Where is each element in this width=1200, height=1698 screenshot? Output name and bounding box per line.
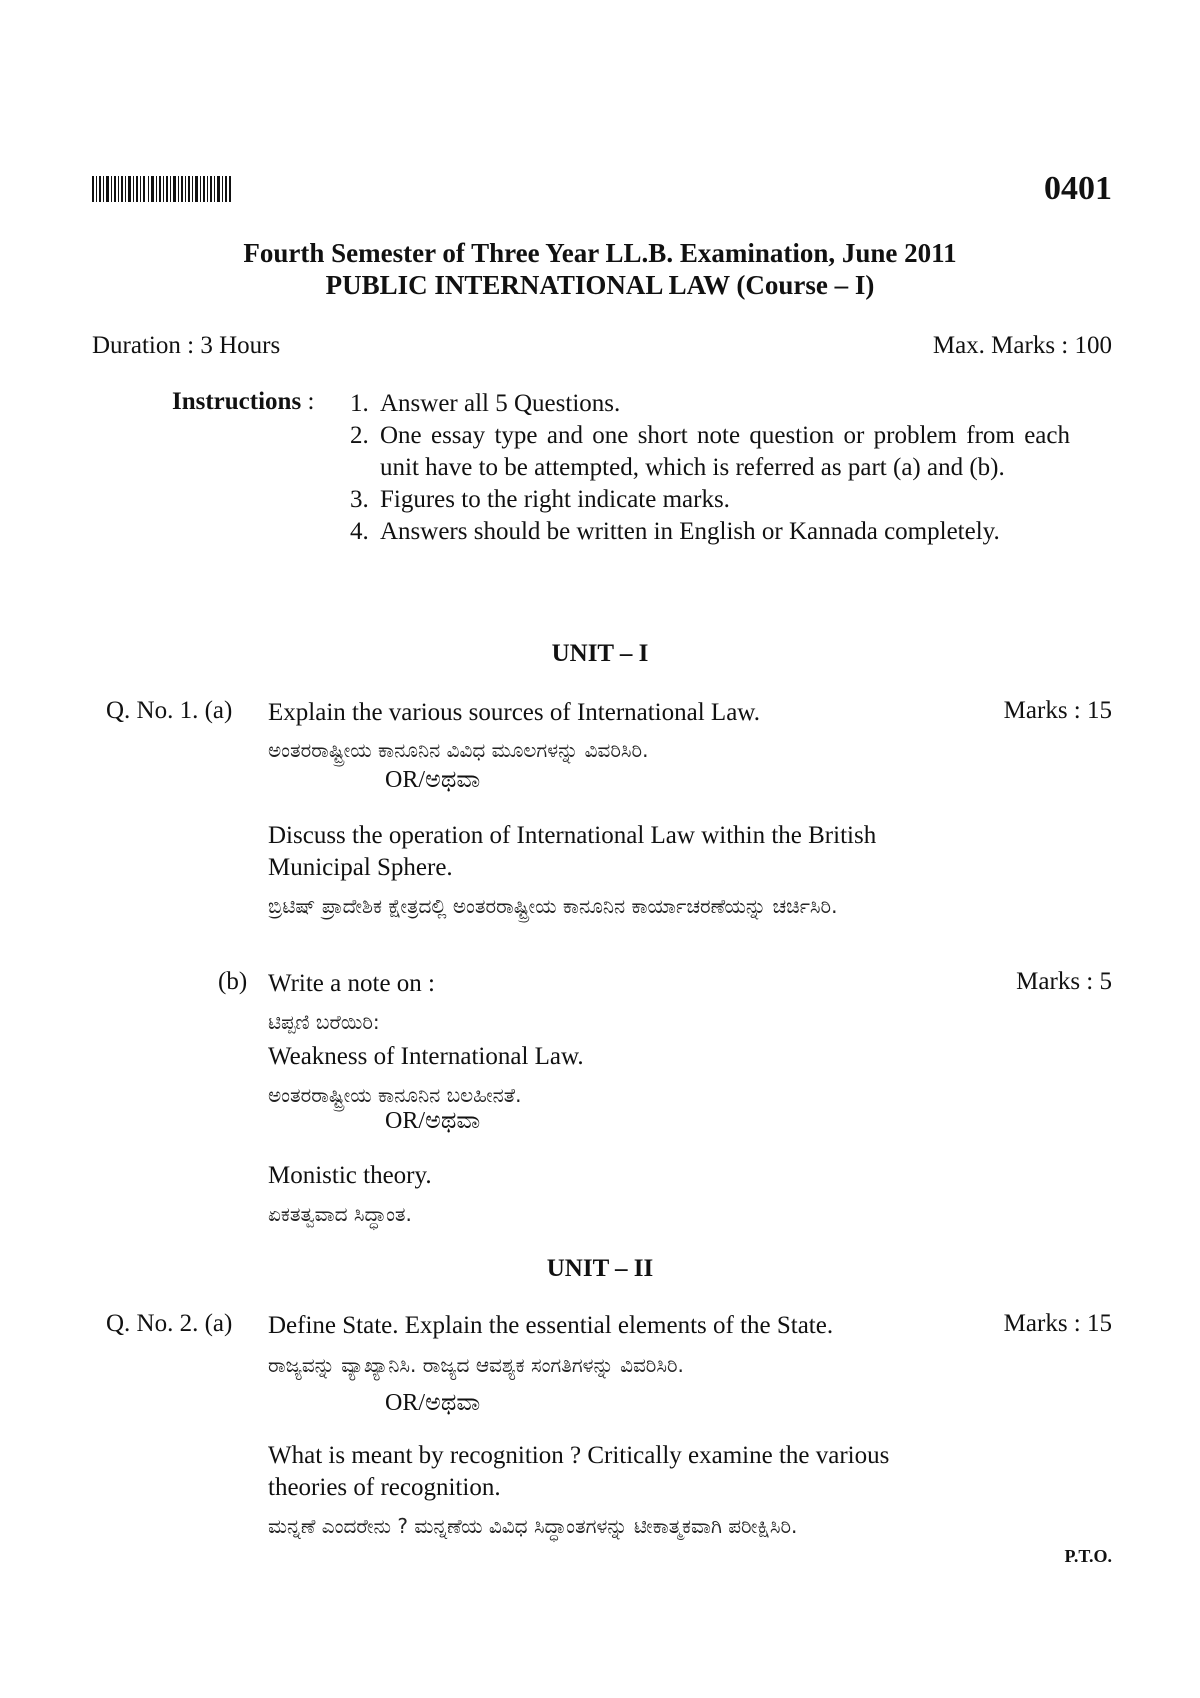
instructions: [172, 388, 1072, 548]
or-separator: OR/ಅಥವಾ: [385, 1108, 481, 1134]
instructions-heading: Instructions :: [172, 388, 315, 415]
question-text-kannada: ರಾಜ್ಯವನ್ನು ವ್ಯಾಖ್ಯಾನಿಸಿ. ರಾಜ್ಯದ ಆವಶ್ಯಕ ಸಂಗತಿಗಳನ್ನು ವಿವರಿಸಿರಿ.: [268, 1353, 684, 1377]
instruction-item: 1. Answer all 5 Questions.: [350, 390, 621, 417]
duration: Duration : 3 Hours: [92, 332, 281, 359]
question-text-kannada: ಏಕತತ್ವವಾದ ಸಿದ್ಧಾಂತ.: [268, 1202, 412, 1226]
question-label: Q. No. 2. (a): [106, 1310, 233, 1337]
page-turn-over: P.T.O.: [1064, 1546, 1112, 1566]
course-title: PUBLIC INTERNATIONAL LAW (Course – I): [325, 270, 875, 300]
max-marks: Max. Marks : 100: [932, 332, 1112, 359]
question-text: Write a note on :: [268, 970, 435, 997]
unit-heading: UNIT – I: [551, 640, 649, 667]
question-text: Explain the various sources of International Law.: [268, 699, 760, 726]
unit-heading: UNIT – II: [546, 1255, 654, 1282]
question-text: Define State. Explain the essential elements of the State.: [268, 1312, 834, 1339]
question-text: Weakness of International Law.: [268, 1043, 584, 1070]
question-text-kannada: ಅಂತರರಾಷ್ಟ್ರೀಯ ಕಾನೂನಿನ ವಿವಿಧ ಮೂಲಗಳನ್ನು ವಿವರಿಸಿರಿ.: [268, 738, 649, 762]
question-label: Q. No. 1. (a): [106, 697, 233, 724]
or-separator: OR/ಅಥವಾ: [385, 767, 481, 793]
question-text: What is meant by recognition ? Critically examine the various theories of recognition.: [268, 1442, 890, 1501]
instruction-item: 3. Figures to the right indicate marks.: [350, 486, 730, 513]
barcode: [92, 176, 232, 202]
instruction-item: 4. Answers should be written in English or Kannada completely.: [350, 518, 1000, 545]
marks: Marks : 15: [1003, 1310, 1112, 1337]
question-text-kannada: ಬ್ರಿಟಿಷ್ ಪ್ರಾದೇಶಿಕ ಕ್ಷೇತ್ರದಲ್ಲಿ ಅಂತರರಾಷ್ಟ್ರೀಯ ಕಾನೂನಿನ ಕಾರ್ಯಾಚರಣೆಯನ್ನು ಚರ್ಚಿಸಿರಿ.: [268, 894, 838, 918]
question-text-kannada: ಮನ್ನಣೆ ಎಂದರೇನು ? ಮನ್ನಣೆಯ ವಿವಿಧ ಸಿದ್ಧಾಂತಗಳನ್ನು ಟೀಕಾತ್ಮಕವಾಗಿ ಪರೀಕ್ಷಿಸಿರಿ.: [268, 1514, 798, 1538]
exam-title: Fourth Semester of Three Year LL.B. Examination, June 2011: [243, 238, 957, 268]
or-separator: OR/ಅಥವಾ: [385, 1390, 481, 1416]
question-text-kannada: ಅಂತರರಾಷ್ಟ್ರೀಯ ಕಾನೂನಿನ ಬಲಹೀನತೆ.: [268, 1083, 522, 1107]
marks: Marks : 5: [1016, 968, 1112, 995]
question-text-kannada: ಟಿಪ್ಪಣಿ ಬರೆಯಿರಿ:: [268, 1010, 380, 1034]
paper-code: 0401: [1044, 170, 1112, 207]
instruction-item: 2. One essay type and one short note question or problem from each unit have to be attempted, which is referred as part (a) and (b).: [350, 422, 1070, 481]
question-text: Discuss the operation of International Law within the British Municipal Sphere.: [268, 822, 877, 881]
question-label: (b): [218, 968, 248, 995]
marks: Marks : 15: [1003, 697, 1112, 724]
question-text: Monistic theory.: [268, 1162, 432, 1189]
